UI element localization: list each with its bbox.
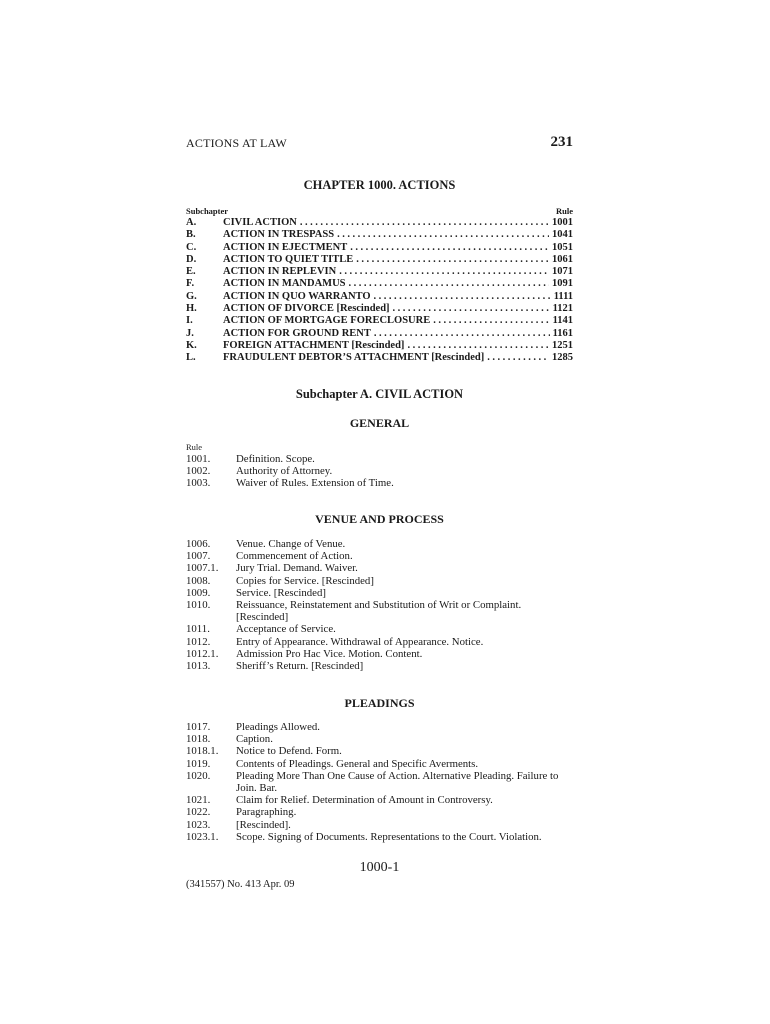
- toc-row: [186, 217, 573, 229]
- rule-row: [186, 770, 573, 794]
- toc-letter: A.: [186, 217, 197, 228]
- subchapter-table-of-contents: [186, 206, 573, 365]
- rule-row: [186, 648, 573, 660]
- toc-title: ACTION IN REPLEVIN: [223, 266, 339, 278]
- rule-description: Jury Trial. Demand. Waiver.: [236, 562, 358, 575]
- toc-rule-number: 1251: [552, 339, 573, 351]
- rule-number: 1011.: [186, 623, 210, 636]
- rule-number: 1009.: [186, 586, 211, 599]
- section-heading-general: GENERAL: [349, 416, 410, 430]
- rule-number: 1010.: [186, 599, 211, 612]
- toc-letter: J.: [186, 327, 194, 339]
- toc-leader-dots: [393, 303, 550, 315]
- rule-description: [Rescinded].: [236, 818, 291, 831]
- toc-entry: [223, 291, 573, 303]
- toc-col-rule: Rule: [556, 206, 573, 216]
- rule-list-general: [186, 453, 573, 490]
- toc-leader-dots: [374, 328, 550, 340]
- toc-rule-number: 1285: [552, 352, 573, 364]
- toc-letter: B.: [186, 229, 196, 241]
- rule-description: Entry of Appearance. Withdrawal of Appearance. Notice.: [236, 635, 484, 648]
- toc-rule-number: 1001: [552, 217, 573, 228]
- toc-header: [186, 206, 573, 217]
- rule-number: 1008.: [186, 574, 211, 587]
- rule-column-label: Rule: [186, 442, 203, 452]
- toc-entry: [223, 340, 573, 352]
- toc-letter: I.: [186, 315, 193, 327]
- toc-leader-dots: [337, 229, 549, 241]
- page-number: 231: [550, 134, 573, 150]
- rule-number: 1018.1.: [186, 745, 219, 758]
- toc-row: [186, 328, 573, 340]
- rule-description: Definition. Scope.: [236, 453, 315, 465]
- toc-title: ACTION IN TRESPASS: [223, 229, 337, 241]
- rule-description: Admission Pro Hac Vice. Motion. Content.: [236, 647, 423, 660]
- rule-description: Scope. Signing of Documents. Representations to the Court. Violation.: [236, 830, 542, 843]
- rule-row: [186, 806, 573, 818]
- toc-title: ACTION IN QUO WARRANTO: [223, 291, 374, 303]
- rule-row: [186, 453, 573, 465]
- rule-row: [186, 623, 573, 635]
- toc-leader-dots: [300, 217, 549, 229]
- toc-row: [186, 303, 573, 315]
- toc-entry: [223, 315, 573, 327]
- toc-title: ACTION OF DIVORCE [Rescinded]: [223, 303, 393, 315]
- toc-title: ACTION TO QUIET TITLE: [223, 254, 356, 266]
- toc-rule-number: 1141: [552, 315, 573, 327]
- rule-number: 1012.1.: [186, 647, 219, 660]
- rule-number: 1023.: [186, 818, 211, 831]
- toc-rule-number: 1041: [552, 229, 573, 241]
- rule-row: [186, 721, 573, 733]
- rule-description: Venue. Change of Venue.: [236, 538, 346, 550]
- rule-row: [186, 819, 573, 831]
- toc-title: CIVIL ACTION: [223, 217, 300, 229]
- rule-list-pleadings: [186, 721, 573, 843]
- toc-rule-number: 1071: [552, 266, 573, 278]
- rule-row: [186, 575, 573, 587]
- toc-leader-dots: [349, 278, 550, 290]
- rule-number: 1012.: [186, 635, 211, 648]
- toc-leader-dots: [350, 242, 549, 254]
- rule-row: [186, 758, 573, 770]
- rule-description: Commencement of Action.: [236, 550, 353, 563]
- rule-row: [186, 660, 573, 672]
- toc-title: FRAUDULENT DEBTOR’S ATTACHMENT [Rescinded]: [223, 352, 487, 364]
- rule-description: Reissuance, Reinstatement and Substitution of Writ or Complaint. [Rescinded]: [236, 599, 522, 624]
- rule-description: Waiver of Rules. Extension of Time.: [236, 477, 394, 490]
- toc-leader-dots: [374, 291, 551, 303]
- toc-entry: [223, 352, 573, 364]
- toc-col-subchapter: Subchapter: [186, 206, 229, 216]
- rule-number: 1023.1.: [186, 830, 219, 843]
- rule-row: [186, 599, 573, 623]
- toc-row: [186, 291, 573, 303]
- toc-row: [186, 254, 573, 266]
- section-heading-pleadings: PLEADINGS: [344, 696, 415, 710]
- running-head: [186, 136, 573, 154]
- toc-letter: C.: [186, 241, 197, 253]
- toc-leader-dots: [407, 340, 549, 352]
- toc-rows: [186, 217, 573, 365]
- toc-row: [186, 266, 573, 278]
- rule-description: Claim for Relief. Determination of Amount in Controversy.: [236, 794, 493, 807]
- rule-row: [186, 636, 573, 648]
- toc-row: [186, 315, 573, 327]
- rule-number: 1001.: [186, 453, 211, 465]
- footer-page-label: 1000-1: [359, 860, 400, 875]
- toc-leader-dots: [487, 352, 549, 364]
- toc-leader-dots: [356, 254, 549, 266]
- toc-title: ACTION IN EJECTMENT: [223, 242, 350, 254]
- toc-leader-dots: [339, 266, 549, 278]
- rule-description: Contents of Pleadings. General and Specific Averments.: [236, 757, 479, 770]
- rule-row: [186, 831, 573, 843]
- toc-row: [186, 242, 573, 254]
- toc-letter: H.: [186, 303, 197, 315]
- rule-number: 1022.: [186, 806, 211, 819]
- rule-description: Sheriff’s Return. [Rescinded]: [236, 660, 364, 673]
- rule-description: Service. [Rescinded]: [236, 586, 326, 599]
- rule-number: 1003.: [186, 477, 211, 490]
- toc-row: [186, 352, 573, 364]
- toc-rule-number: 1051: [552, 241, 573, 253]
- rule-number: 1007.1.: [186, 562, 219, 575]
- rule-number: 1019.: [186, 757, 211, 770]
- rule-row: [186, 587, 573, 599]
- rule-row: [186, 745, 573, 757]
- rule-description: Caption.: [236, 733, 273, 746]
- rule-row: [186, 538, 573, 550]
- toc-rule-number: 1121: [552, 303, 573, 315]
- toc-title: ACTION FOR GROUND RENT: [223, 328, 374, 340]
- rule-row: [186, 794, 573, 806]
- toc-rule-number: 1161: [552, 327, 573, 339]
- rule-number: 1006.: [186, 538, 211, 550]
- rule-description: Pleadings Allowed.: [236, 721, 320, 733]
- toc-row: [186, 278, 573, 290]
- rule-number: 1013.: [186, 660, 211, 673]
- rule-number: 1007.: [186, 550, 211, 563]
- toc-title: ACTION IN MANDAMUS: [223, 278, 349, 290]
- toc-row: [186, 229, 573, 241]
- rule-number: 1021.: [186, 794, 211, 807]
- footer-code: (341557) No. 413 Apr. 09: [186, 879, 295, 890]
- toc-entry: [223, 266, 573, 278]
- toc-rule-number: 1061: [552, 253, 573, 265]
- rule-row: [186, 477, 573, 489]
- chapter-title: CHAPTER 1000. ACTIONS: [303, 178, 456, 192]
- toc-entry: [223, 254, 573, 266]
- rule-description: Pleading More Than One Cause of Action. Alternative Pleading. Failure to Join. Bar.: [236, 769, 559, 795]
- toc-entry: [223, 328, 573, 340]
- rule-number: 1018.: [186, 733, 211, 746]
- rule-description: Notice to Defend. Form.: [236, 745, 342, 758]
- subchapter-heading: Subchapter A. CIVIL ACTION: [295, 387, 464, 401]
- toc-leader-dots: [433, 315, 549, 327]
- toc-entry: [223, 278, 573, 290]
- rule-description: Paragraphing.: [236, 806, 297, 819]
- rule-row: [186, 562, 573, 574]
- rule-number: 1002.: [186, 465, 211, 478]
- toc-letter: G.: [186, 290, 197, 302]
- rule-row: [186, 465, 573, 477]
- toc-rule-number: 1091: [552, 278, 573, 290]
- rule-description: Copies for Service. [Rescinded]: [236, 574, 374, 587]
- toc-row: [186, 340, 573, 352]
- toc-letter: D.: [186, 253, 197, 265]
- rule-description: Authority of Attorney.: [236, 465, 333, 478]
- toc-entry: [223, 217, 573, 229]
- toc-letter: L.: [186, 352, 196, 364]
- rule-number: 1020.: [186, 769, 211, 782]
- toc-letter: F.: [186, 278, 195, 290]
- toc-entry: [223, 303, 573, 315]
- rule-row: [186, 733, 573, 745]
- rule-row: [186, 550, 573, 562]
- section-heading-venue-and-process: VENUE AND PROCESS: [315, 512, 444, 526]
- rule-description: Acceptance of Service.: [236, 623, 336, 636]
- rule-number: 1017.: [186, 721, 211, 733]
- toc-entry: [223, 242, 573, 254]
- toc-title: FOREIGN ATTACHMENT [Rescinded]: [223, 340, 407, 352]
- rule-list-venue-and-process: [186, 538, 573, 672]
- toc-entry: [223, 229, 573, 241]
- toc-title: ACTION OF MORTGAGE FORECLOSURE: [223, 315, 433, 327]
- toc-rule-number: 1111: [553, 290, 573, 302]
- toc-letter: K.: [186, 339, 197, 351]
- running-title: ACTIONS AT LAW: [186, 136, 287, 150]
- toc-letter: E.: [186, 266, 196, 278]
